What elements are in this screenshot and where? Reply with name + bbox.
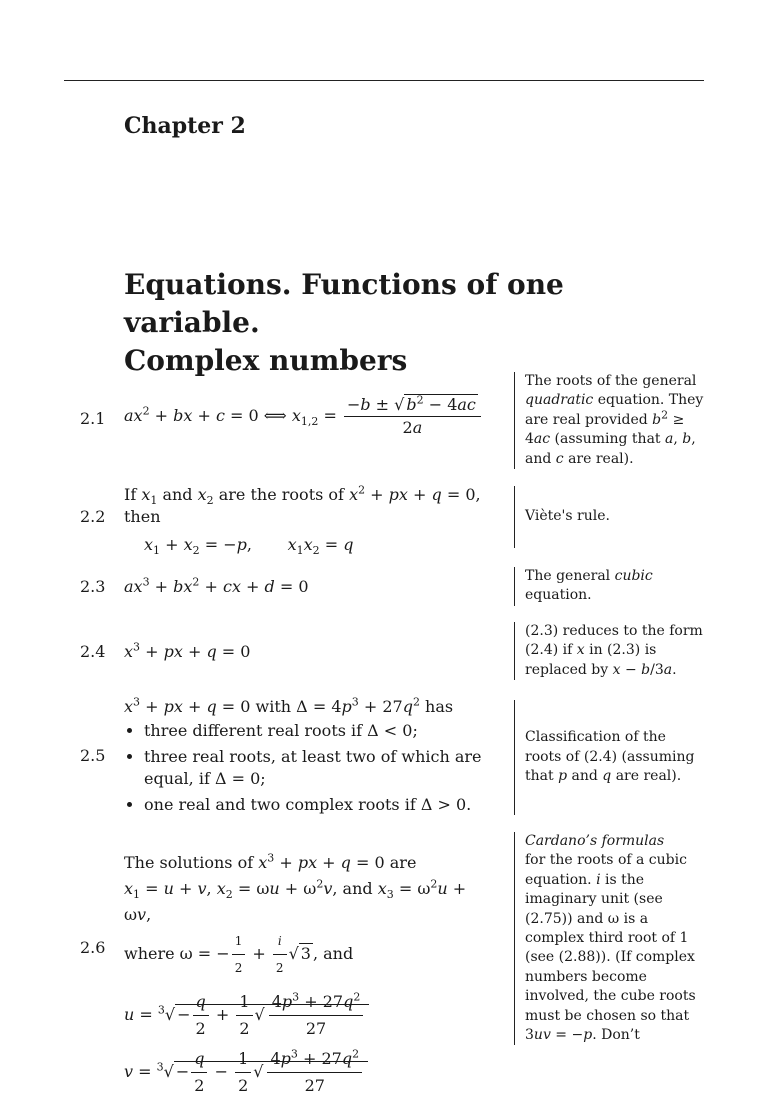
note-2-2: Viète's rule. bbox=[514, 486, 705, 548]
top-rule bbox=[64, 80, 704, 81]
formula-2-1: $ax^2$ + bx + c = 0 ⟺ $x_{1,2}$ = $\frac{-b \pm √ b^2 - 4ac}{2a}$ bbox=[124, 394, 494, 439]
formula-number: 2.3 bbox=[80, 577, 106, 596]
formula-2-5: $x^3$ + px + q = 0 with $\Delta = 4p^3 + 27q^2$ has • three different real roots if Δ < 0; • three real roots, at least two of which are equal, if Δ = 0; • one real and two complex roots if Δ > 0. bbox=[124, 696, 494, 820]
formula-2-2: If $x_1$ and $x_2$ are the roots of $x^2$ + px + q = 0, then $x_1 + x_2 = -p$, $x_1x_2 = q$ bbox=[124, 483, 481, 558]
formula-number: 2.2 bbox=[80, 507, 106, 526]
title-line-1: Equations. Functions of one variable. bbox=[124, 268, 564, 339]
title-line-2: Complex numbers bbox=[124, 344, 408, 377]
classification-bullet: • one real and two complex roots if Δ > 0. bbox=[144, 794, 494, 816]
chapter-title bbox=[124, 266, 644, 380]
note-2-4: (2.3) reduces to the form (2.4) if x in (2.3) is replaced by x − b/3a. bbox=[514, 622, 705, 680]
formula-2-4: $x^3$ + px + q = 0 bbox=[124, 640, 251, 661]
formula-2-6: The solutions of $x^3$ + px + q = 0 are $x_1 = u + v$, $x_2 = \omega u + \omega^2v$, and $x_3 = \omega^2u + \omega v$, where ω = − $\frac{1}{2}$ + $\frac{i}{2}$ √ 3 , and u = $^3$√ − $\frac{q}{2}$ + $\frac{1}{2}$ √ $\frac{4p^3 + 27q^2}{27}$ v = $^3$√ − $\frac{q}{2}$ − $\frac{1}{2}$ √ $\frac{4p^3 + 27q^2}{27}$ bbox=[124, 851, 467, 1095]
formula-number: 2.6 bbox=[80, 938, 106, 957]
note-2-1: The roots of the general quadratic equation. They are real provided $b^2 \ge 4ac$ (assuming that a, b, and c are real). bbox=[514, 372, 705, 469]
chapter-label: Chapter 2 bbox=[124, 113, 246, 139]
note-2-3: The general cubic equation. bbox=[514, 567, 705, 606]
classification-bullet: • three different real roots if Δ < 0; bbox=[144, 720, 494, 742]
formula-number: 2.5 bbox=[80, 746, 106, 765]
classification-bullet: • three real roots, at least two of which are equal, if Δ = 0; bbox=[144, 746, 494, 790]
note-2-5: Classification of the roots of (2.4) (assuming that p and q are real). bbox=[514, 700, 705, 815]
formula-number: 2.4 bbox=[80, 642, 106, 661]
note-2-6: Cardano’s formulas for the roots of a cubic equation. i is the imaginary unit (see (2.75)) and ω is a complex third root of 1 (see (2.88)). (If complex numbers become involved, the cube roots must be chosen so that 3uv = −p. Don’t bbox=[514, 832, 705, 1045]
formula-2-3: $ax^3 + bx^2$ + cx + d = 0 bbox=[124, 575, 309, 596]
formula-number: 2.1 bbox=[80, 409, 106, 428]
